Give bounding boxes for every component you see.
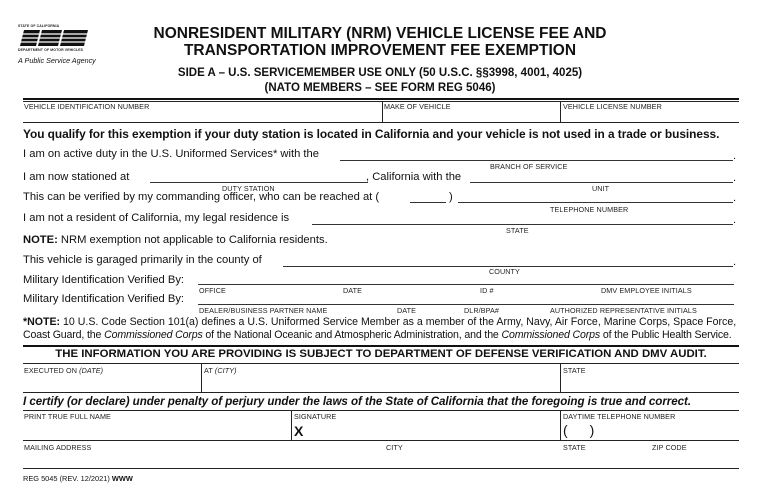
- verified-text: This can be verified by my commanding officer, who can be reached at (: [23, 191, 380, 203]
- line-end-period: .: [733, 256, 737, 268]
- dmv-logo: [18, 24, 108, 58]
- executed-state-label: STATE: [563, 366, 586, 375]
- make-label: MAKE OF VEHICLE: [384, 102, 451, 111]
- form-title-line-1: NONRESIDENT MILITARY (NRM) VEHICLE LICENSE FEE AND: [153, 25, 607, 42]
- line-end-period: .: [733, 172, 737, 184]
- county-label: COUNTY: [489, 267, 520, 276]
- executed-on-text: EXECUTED ON: [24, 366, 78, 375]
- stationed-text: I am now stationed at: [23, 171, 130, 183]
- not-resident-text: I am not a resident of California, my legal residence is: [23, 212, 290, 224]
- agency-tagline: A Public Service Agency: [18, 56, 96, 65]
- note-label: NOTE:: [23, 234, 58, 246]
- area-code-field[interactable]: [410, 202, 446, 203]
- signature-x-mark: X: [294, 423, 304, 439]
- line-end-period: .: [733, 150, 737, 162]
- duty-station-label: DUTY STATION: [222, 184, 275, 193]
- date-label: DATE: [343, 286, 363, 295]
- form-title-line-2: TRANSPORTATION IMPROVEMENT FEE EXEMPTION: [183, 42, 577, 59]
- at-text: AT: [204, 366, 213, 375]
- dod-notice: THE INFORMATION YOU ARE PROVIDING IS SUBJECT TO DEPARTMENT OF DEFENSE VERIFICATION AND DMV AUDIT.: [55, 348, 707, 360]
- city-label: CITY: [386, 443, 403, 452]
- state-residence-field[interactable]: [312, 224, 733, 225]
- footnote-line-2a: Coast Guard, the: [23, 329, 105, 341]
- signature-field[interactable]: [291, 410, 560, 440]
- address-state-field[interactable]: [560, 441, 650, 468]
- zip-code-field[interactable]: [650, 441, 739, 468]
- daytime-phone-field[interactable]: [560, 410, 739, 440]
- vehicle-row-top-rule: [23, 98, 739, 100]
- california-with-text: , California with the: [366, 171, 462, 183]
- dlr-label: DLR/BPA#: [464, 306, 500, 315]
- at-city-text: (CITY): [214, 366, 237, 375]
- signature-label: SIGNATURE: [294, 412, 337, 421]
- phone-paren-close: ): [589, 422, 595, 438]
- zip-code-label: ZIP CODE: [652, 443, 687, 452]
- vin-field[interactable]: [23, 101, 382, 122]
- branch-label: BRANCH OF SERVICE: [490, 162, 568, 171]
- paren-close-text: ): [449, 191, 453, 203]
- address-bottom-rule: [23, 468, 739, 469]
- dod-top-rule: [23, 345, 739, 347]
- uniformed-service-footnote: [23, 316, 739, 342]
- form-subtitle-line-1: SIDE A – U.S. SERVICEMEMBER USE ONLY (50 U.S.C. §§3998, 4001, 4025): [177, 67, 583, 79]
- executed-state-field[interactable]: [560, 364, 739, 392]
- office-label: OFFICE: [199, 286, 226, 295]
- line-end-period: .: [733, 192, 737, 204]
- unit-field[interactable]: [470, 182, 733, 183]
- footnote-line-2e: of the Public Health Service.: [600, 329, 732, 341]
- active-duty-text: I am on active duty in the U.S. Uniformed Services* with the: [23, 148, 319, 160]
- mil-id-1-text: Military Identification Verified By:: [23, 274, 185, 286]
- garaged-text: This vehicle is garaged primarily in the county of: [23, 254, 262, 266]
- telephone-field[interactable]: [458, 202, 733, 203]
- executed-date-text: (DATE): [79, 366, 104, 375]
- vehicle-row-bottom-rule: [23, 122, 739, 123]
- date-label-2: DATE: [397, 306, 417, 315]
- mil-id-2-field[interactable]: [198, 304, 734, 305]
- unit-label: UNIT: [592, 184, 610, 193]
- executed-city-field[interactable]: [201, 364, 560, 392]
- form-number: [23, 474, 133, 483]
- resident-note: [23, 234, 328, 246]
- qualify-statement: You qualify for this exemption if your duty station is located in California and your vehicle is not used in a trade or business.: [23, 127, 720, 141]
- phone-paren-open: (: [563, 422, 568, 438]
- mailing-address-field[interactable]: [23, 441, 383, 468]
- form-subtitle-line-2: (NATO MEMBERS – SEE FORM REG 5046): [264, 82, 496, 94]
- vin-label: VEHICLE IDENTIFICATION NUMBER: [24, 102, 150, 111]
- dmv-logo-mark-icon: [18, 28, 90, 48]
- form-suffix-text: WWW: [111, 474, 133, 483]
- footnote-line-2d: Commissioned Corps: [501, 329, 601, 341]
- footnote-line-2c: of the National Oceanic and Atmospheric Administration, and the: [202, 329, 502, 341]
- address-state-label: STATE: [563, 443, 586, 452]
- state-label: STATE: [506, 226, 529, 235]
- city-field[interactable]: [383, 441, 560, 468]
- id-label: ID #: [480, 286, 494, 295]
- mailing-address-label: MAILING ADDRESS: [24, 443, 92, 452]
- mil-id-2-text: Military Identification Verified By:: [23, 293, 185, 305]
- logo-caption-top: STATE OF CALIFORNIA: [18, 24, 60, 28]
- daytime-phone-label: DAYTIME TELEPHONE NUMBER: [563, 412, 676, 421]
- mil-id-1-field[interactable]: [198, 284, 734, 285]
- executed-bottom-rule: [23, 392, 739, 393]
- dmv-initials-label: DMV EMPLOYEE INITIALS: [601, 286, 692, 295]
- telephone-label: TELEPHONE NUMBER: [550, 205, 629, 214]
- rep-initials-label: AUTHORIZED REPRESENTATIVE INITIALS: [550, 306, 697, 315]
- duty-station-field[interactable]: [150, 182, 368, 183]
- print-name-field[interactable]: [23, 410, 291, 440]
- dealer-label: DEALER/BUSINESS PARTNER NAME: [199, 306, 328, 315]
- plate-field[interactable]: [560, 101, 739, 122]
- line-end-period: .: [733, 214, 737, 226]
- logo-caption-bottom: DEPARTMENT OF MOTOR VEHICLES: [18, 48, 84, 52]
- print-name-label: PRINT TRUE FULL NAME: [24, 412, 111, 421]
- make-field[interactable]: [382, 101, 560, 122]
- footnote-line-1: 10 U.S. Code Section 101(a) defines a U.S. Uniformed Service Member as a member of the Army, Navy, Air Force, Marine Corps, Space Force,: [60, 316, 737, 328]
- footnote-mark: *NOTE:: [23, 316, 61, 328]
- branch-field[interactable]: [340, 160, 733, 161]
- executed-date-field[interactable]: [23, 364, 201, 392]
- note-text: NRM exemption not applicable to California residents.: [57, 234, 328, 246]
- form-number-text: REG 5045 (REV. 12/2021): [23, 474, 110, 483]
- footnote-line-2b: Commissioned Corps: [104, 329, 203, 341]
- perjury-statement: I certify (or declare) under penalty of perjury under the laws of the State of California that the foregoing is true and correct.: [23, 395, 692, 408]
- plate-label: VEHICLE LICENSE NUMBER: [563, 102, 662, 111]
